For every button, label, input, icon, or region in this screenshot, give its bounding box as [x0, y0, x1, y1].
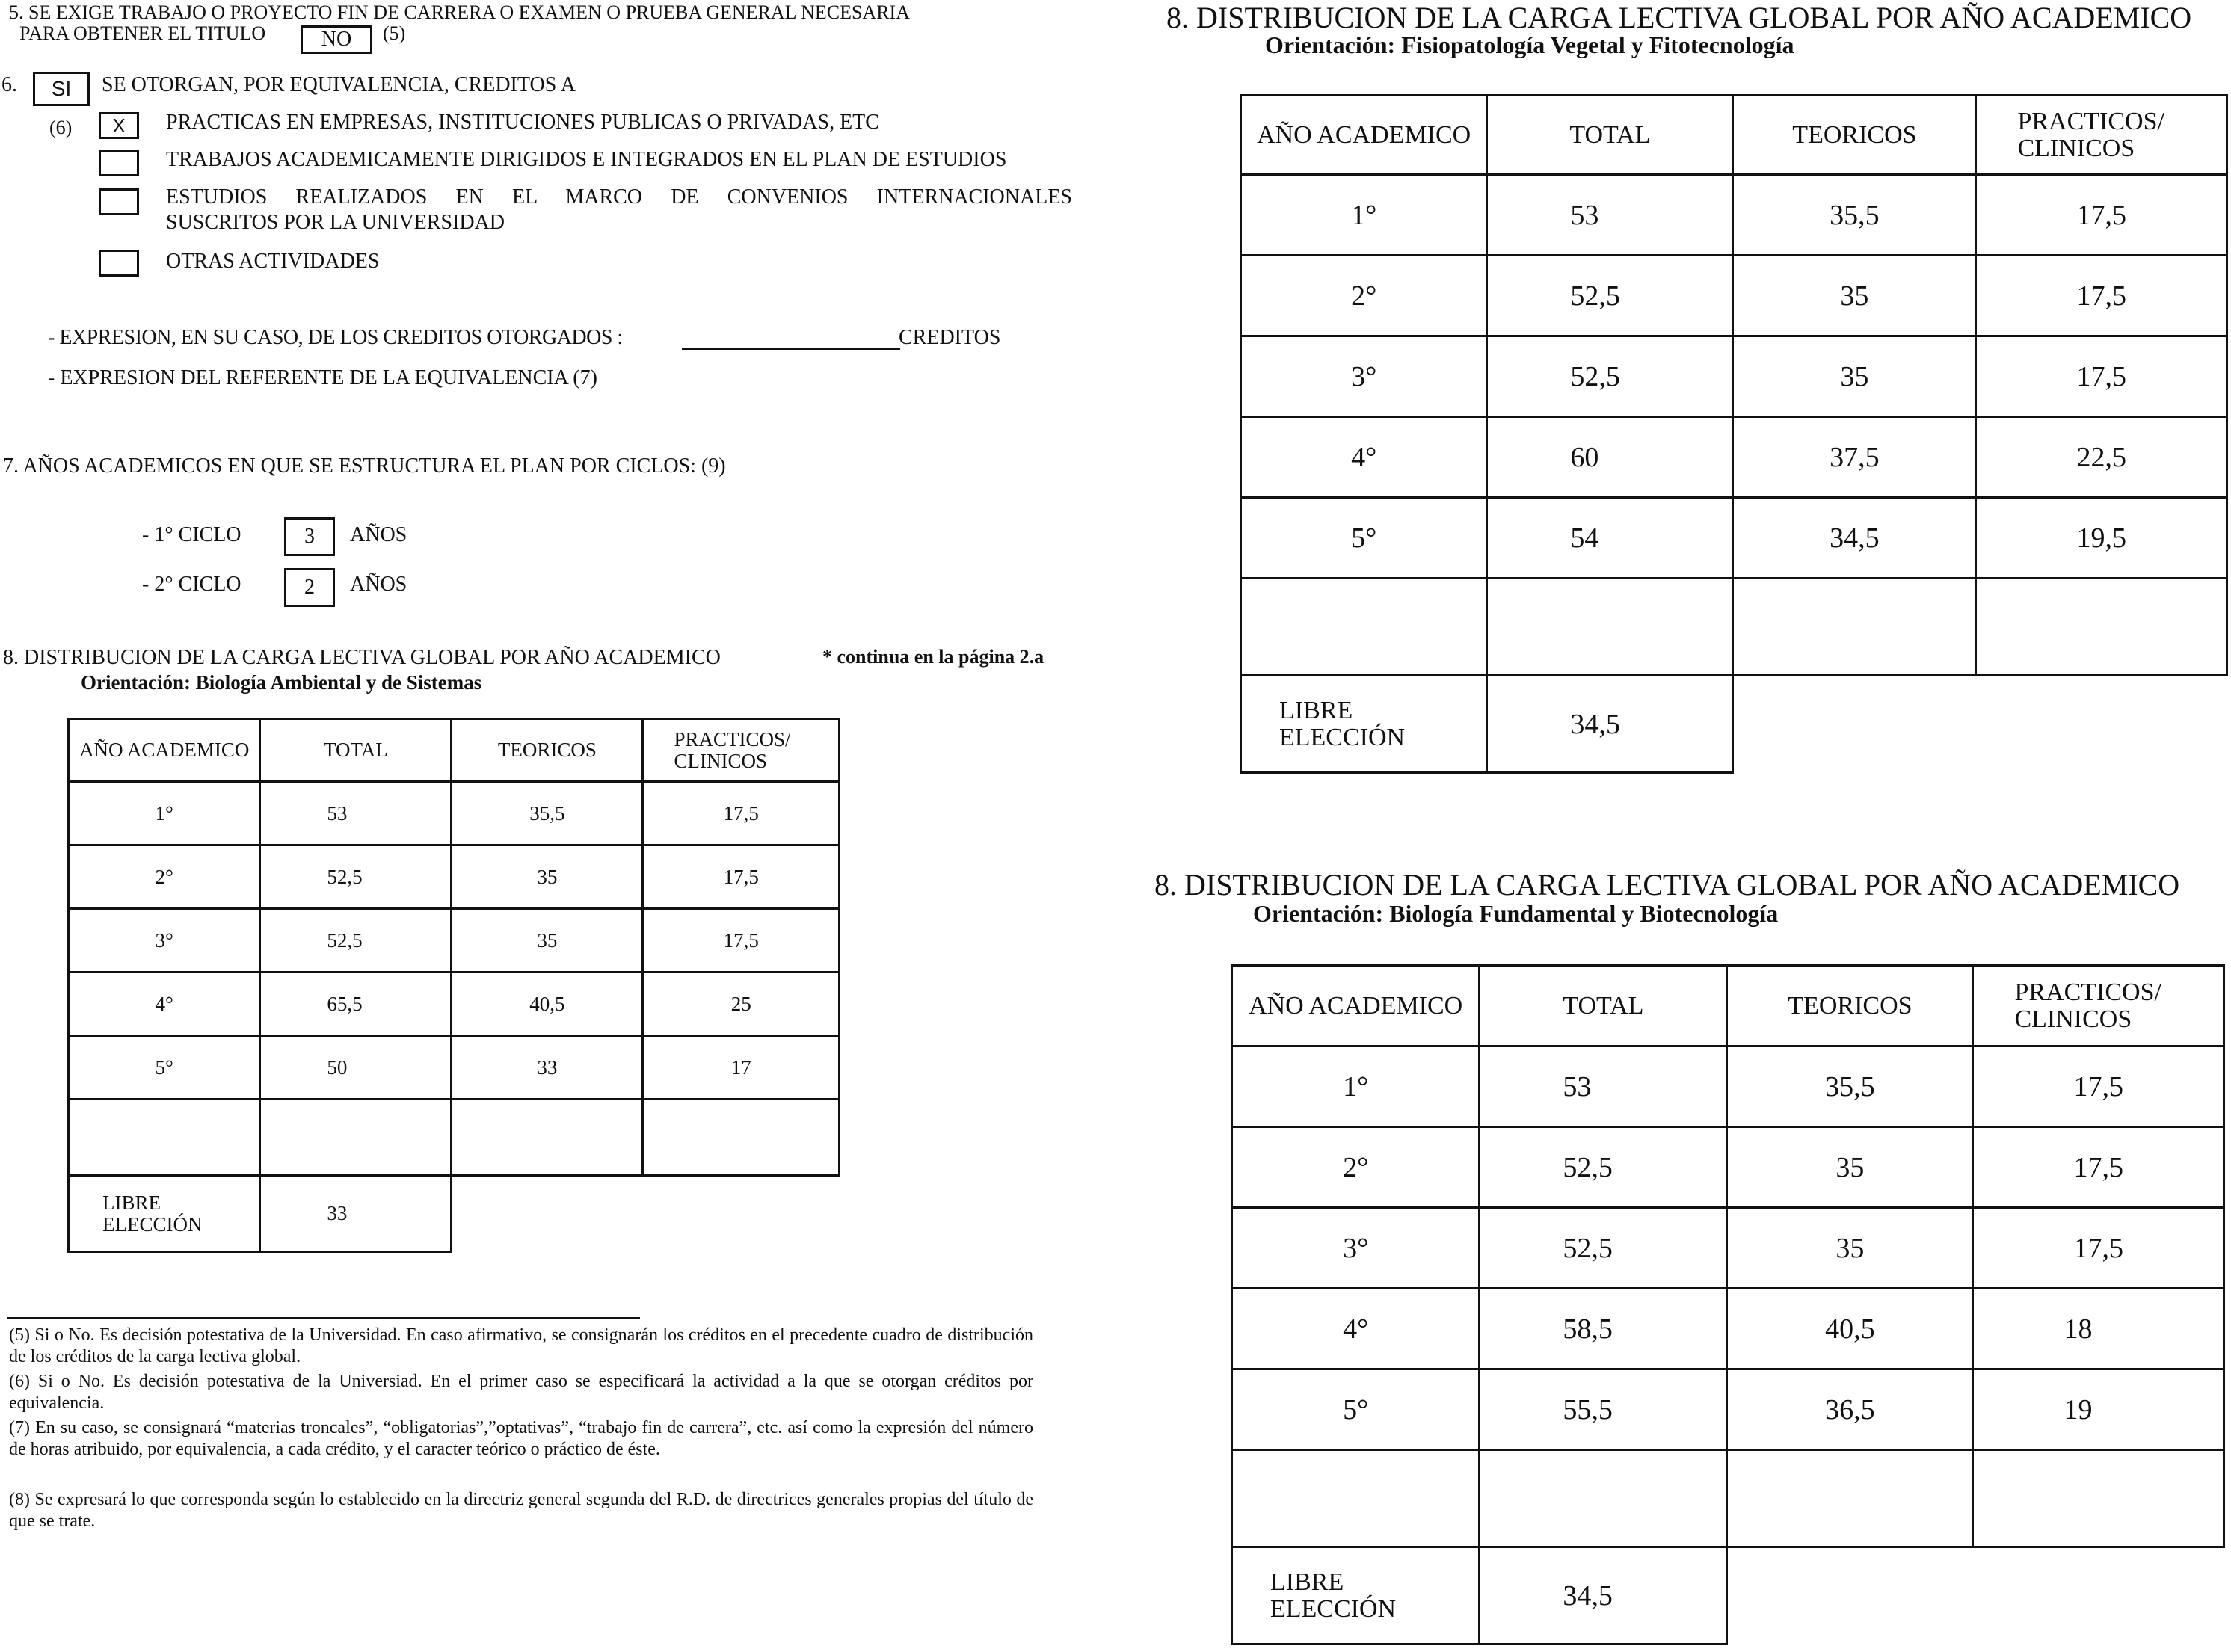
cell-practicos: 17: [643, 1036, 840, 1100]
table-header-row: [1232, 966, 2224, 1047]
cell-practicos: 17,5: [643, 845, 840, 909]
left-orientation-label: Orientación:: [81, 671, 191, 694]
table-row: [1232, 1047, 2224, 1127]
table-b: [1231, 964, 2225, 1645]
cell-year: 1°: [69, 782, 260, 845]
cell-total: 52,5: [1480, 1208, 1727, 1289]
item5-note: (5): [383, 22, 406, 44]
cell-practicos: 19: [1973, 1369, 2224, 1450]
table-row: [1241, 336, 2227, 417]
cell-blank: [1733, 676, 1976, 773]
cell-total: 50: [260, 1036, 452, 1100]
cell-empty: [452, 1100, 643, 1176]
header-practicos: [643, 719, 840, 782]
libre-line1: LIBRE: [1279, 696, 1353, 724]
table-a-title: 8. DISTRIBUCION DE LA CARGA LECTIVA GLOBAL POR AÑO ACADEMICO: [1166, 1, 2192, 34]
option-trabajos-label: TRABAJOS ACADEMICAMENTE DIRIGIDOS E INTEGRADOS EN EL PLAN DE ESTUDIOS: [166, 148, 1007, 171]
cycle1-unit: AÑOS: [350, 523, 407, 546]
table-row: [1232, 1369, 2224, 1450]
table-row: [1232, 1289, 2224, 1369]
table-row: [69, 1036, 840, 1100]
cell-total: 60: [1487, 417, 1733, 498]
left-orientation: [81, 671, 481, 694]
left-orientation-name: Biología Ambiental y de Sistemas: [195, 671, 482, 694]
cell-teoricos: 36,5: [1727, 1369, 1973, 1450]
credits-unit: CREDITOS: [899, 326, 1001, 349]
header-practicos-line2: CLINICOS: [2017, 134, 2135, 162]
cell-practicos: 17,5: [1976, 256, 2227, 336]
item5-answer-box: NO: [301, 25, 372, 54]
libre-eleccion-value: 34,5: [1480, 1547, 1727, 1645]
table-a-orientation: [1265, 31, 1794, 59]
libre-eleccion-row: [69, 1176, 840, 1252]
table-row: [1232, 1208, 2224, 1289]
cell-year: 1°: [1241, 175, 1487, 256]
cell-empty: [1241, 579, 1487, 676]
cell-year: 5°: [69, 1036, 260, 1100]
cell-total: 53: [260, 782, 452, 845]
cell-year: 4°: [69, 973, 260, 1036]
cell-teoricos: 35,5: [452, 782, 643, 845]
cell-teoricos: 35: [1727, 1208, 1973, 1289]
option-otras-label: OTRAS ACTIVIDADES: [166, 250, 380, 273]
header-practicos-line2: CLINICOS: [2014, 1005, 2132, 1033]
footnote-6: (6) Si o No. Es decisión potestativa de la Universiad. En el primer caso se especificará la actividad a la que se otorgan créditos por equivalencia.: [9, 1372, 1033, 1414]
cell-total: 52,5: [1487, 256, 1733, 336]
cell-practicos: 17,5: [643, 782, 840, 845]
libre-line1: LIBRE: [1270, 1568, 1344, 1596]
item5-line2: PARA OBTENER EL TITULO: [19, 22, 266, 44]
option-trabajos-checkbox[interactable]: [99, 150, 139, 176]
cell-teoricos: 35: [452, 845, 643, 909]
cell-empty: [1480, 1450, 1727, 1547]
table-a-orientation-name: Fisiopatología Vegetal y Fitotecnología: [1401, 31, 1794, 58]
cell-practicos: 17,5: [1976, 336, 2227, 417]
option-estudios-checkbox[interactable]: [99, 188, 139, 215]
cycle1-label: - 1° CICLO: [142, 523, 241, 546]
option-estudios-label-line2: SUSCRITOS POR LA UNIVERSIDAD: [166, 211, 505, 234]
option-practicas-checkbox[interactable]: X: [99, 112, 139, 139]
table-row: [69, 973, 840, 1036]
cell-year: 2°: [1241, 256, 1487, 336]
cell-teoricos: 35,5: [1727, 1047, 1973, 1127]
cell-practicos: 25: [643, 973, 840, 1036]
cell-teoricos: 35,5: [1733, 175, 1976, 256]
header-practicos-line1: PRACTICOS/: [2014, 978, 2161, 1006]
cell-empty: [1973, 1450, 2224, 1547]
cell-year: 2°: [1232, 1127, 1480, 1208]
table-a: [1240, 94, 2228, 774]
header-total: TOTAL: [1480, 966, 1727, 1047]
cell-blank: [1727, 1547, 1973, 1645]
cell-total: 52,5: [1487, 336, 1733, 417]
cell-teoricos: 33: [452, 1036, 643, 1100]
cell-teoricos: 40,5: [452, 973, 643, 1036]
cell-year: 3°: [1232, 1208, 1480, 1289]
cell-teoricos: 35: [1733, 256, 1976, 336]
table-row: [69, 909, 840, 973]
table-row: [1241, 498, 2227, 579]
option-otras-checkbox[interactable]: [99, 250, 139, 277]
footnote-5: (5) Si o No. Es decisión potestativa de la Universidad. En caso afirmativo, se consignarán los créditos en el precedente cuadro de distribución de los créditos de la carga lectiva global.: [9, 1325, 1033, 1367]
cell-teoricos: 35: [1727, 1127, 1973, 1208]
table-row-empty: [1241, 579, 2227, 676]
cell-total: 65,5: [260, 973, 452, 1036]
cell-empty: [1232, 1450, 1480, 1547]
libre-eleccion-row: [1232, 1547, 2224, 1645]
left-distribution-table: [67, 718, 840, 1253]
credits-blank-line[interactable]: [682, 348, 900, 350]
cell-teoricos: 34,5: [1733, 498, 1976, 579]
cell-total: 53: [1487, 175, 1733, 256]
libre-line2: ELECCIÓN: [1279, 723, 1406, 751]
header-practicos: [1976, 96, 2227, 175]
cell-teoricos: 40,5: [1727, 1289, 1973, 1369]
table-header-row: [69, 719, 840, 782]
table-a-orientation-label: Orientación:: [1265, 31, 1396, 58]
header-ano: AÑO ACADEMICO: [1241, 96, 1487, 175]
cycle2-value-box: 2: [284, 568, 335, 607]
libre-eleccion-row: [1241, 676, 2227, 773]
header-teoricos: TEORICOS: [1727, 966, 1973, 1047]
table-b-title: 8. DISTRIBUCION DE LA CARGA LECTIVA GLOBAL POR AÑO ACADEMICO: [1154, 868, 2180, 901]
cell-blank: [1976, 676, 2227, 773]
cell-total: 55,5: [1480, 1369, 1727, 1450]
cycle1-value-box: 3: [284, 517, 335, 556]
cell-year: 4°: [1241, 417, 1487, 498]
cell-empty: [260, 1100, 452, 1176]
cell-blank: [643, 1176, 840, 1252]
cell-total: 52,5: [260, 845, 452, 909]
left-table-title: 8. DISTRIBUCION DE LA CARGA LECTIVA GLOBAL POR AÑO ACADEMICO: [3, 646, 721, 669]
cell-total: 52,5: [260, 909, 452, 973]
cell-total: 53: [1480, 1047, 1727, 1127]
item5-line1: 5. SE EXIGE TRABAJO O PROYECTO FIN DE CARRERA O EXAMEN O PRUEBA GENERAL NECESARIA: [9, 1, 910, 23]
cell-empty: [1733, 579, 1976, 676]
footnote-7: (7) En su caso, se consignará “materias troncales”, “obligatorias”,”optativas”, “trabajo fin de carrera”, etc. así como la expresión del número de horas atribuido, por equivalencia, a cada crédito, y el caracter teórico o práctico de éste.: [9, 1418, 1033, 1460]
cell-total: 54: [1487, 498, 1733, 579]
cell-blank: [1973, 1547, 2224, 1645]
item6-title: SE OTORGAN, POR EQUIVALENCIA, CREDITOS A: [102, 73, 576, 96]
table-row: [1241, 256, 2227, 336]
cell-empty: [69, 1100, 260, 1176]
cell-empty: [1487, 579, 1733, 676]
cell-empty: [1976, 579, 2227, 676]
referent-expression-label: - EXPRESION DEL REFERENTE DE LA EQUIVALENCIA (7): [48, 366, 597, 389]
libre-eleccion-value: 33: [260, 1176, 452, 1252]
cell-practicos: 17,5: [1976, 175, 2227, 256]
libre-line2: ELECCIÓN: [102, 1212, 203, 1236]
cell-empty: [643, 1100, 840, 1176]
header-total: TOTAL: [260, 719, 452, 782]
header-practicos-line1: PRACTICOS/: [674, 728, 791, 751]
cell-year: 2°: [69, 845, 260, 909]
table-row: [69, 845, 840, 909]
table-row-empty: [69, 1100, 840, 1176]
cell-teoricos: 35: [1733, 336, 1976, 417]
table-row: [1241, 175, 2227, 256]
cell-year: 5°: [1241, 498, 1487, 579]
cell-practicos: 17,5: [1973, 1127, 2224, 1208]
item6-number: 6.: [1, 73, 17, 96]
cell-year: 5°: [1232, 1369, 1480, 1450]
libre-eleccion-label: [1232, 1547, 1480, 1645]
cell-practicos: 17,5: [1973, 1047, 2224, 1127]
libre-line2: ELECCIÓN: [1270, 1594, 1397, 1623]
header-ano: AÑO ACADEMICO: [69, 719, 260, 782]
table-row-empty: [1232, 1450, 2224, 1547]
cell-teoricos: 37,5: [1733, 417, 1976, 498]
cell-practicos: 19,5: [1976, 498, 2227, 579]
cell-blank: [452, 1176, 643, 1252]
credits-expression-label: - EXPRESION, EN SU CASO, DE LOS CREDITOS OTORGADOS :: [48, 326, 623, 349]
table-row: [69, 782, 840, 845]
cell-practicos: 17,5: [643, 909, 840, 973]
libre-line1: LIBRE: [102, 1192, 161, 1215]
table-b-orientation: [1253, 900, 1778, 928]
libre-eleccion-label: [1241, 676, 1487, 773]
libre-eleccion-value: 34,5: [1487, 676, 1733, 773]
option-practicas-label: PRACTICAS EN EMPRESAS, INSTITUCIONES PUBLICAS O PRIVADAS, ETC: [166, 111, 879, 134]
table-row: [1241, 417, 2227, 498]
header-practicos: [1973, 966, 2224, 1047]
header-ano: AÑO ACADEMICO: [1232, 966, 1480, 1047]
item6-answer-box: SI: [33, 72, 90, 106]
cell-year: 3°: [69, 909, 260, 973]
cell-teoricos: 35: [452, 909, 643, 973]
cell-total: 52,5: [1480, 1127, 1727, 1208]
table-header-row: [1241, 96, 2227, 175]
continues-note: * continua en la página 2.a: [822, 646, 1044, 668]
cell-year: 1°: [1232, 1047, 1480, 1127]
item7-title: 7. AÑOS ACADEMICOS EN QUE SE ESTRUCTURA EL PLAN POR CICLOS: (9): [3, 454, 726, 478]
cell-year: 4°: [1232, 1289, 1480, 1369]
table-row: [1232, 1127, 2224, 1208]
cell-empty: [1727, 1450, 1973, 1547]
item6-note: (6): [49, 117, 73, 138]
header-total: TOTAL: [1487, 96, 1733, 175]
cycle2-unit: AÑOS: [350, 573, 407, 596]
option-estudios-label: ESTUDIOS REALIZADOS EN EL MARCO DE CONVENIOS INTERNACIONALES: [166, 185, 1072, 209]
header-practicos-line2: CLINICOS: [674, 749, 767, 772]
table-b-orientation-name: Biología Fundamental y Biotecnología: [1389, 900, 1779, 927]
cell-practicos: 18: [1973, 1289, 2224, 1369]
libre-eleccion-label: [69, 1176, 260, 1252]
cell-practicos: 22,5: [1976, 417, 2227, 498]
footnote-8: (8) Se expresará lo que corresponda según lo establecido en la directriz general segunda del R.D. de directrices generales propias del título de que se trate.: [9, 1490, 1033, 1532]
header-practicos-line1: PRACTICOS/: [2017, 107, 2164, 135]
table-b-orientation-label: Orientación:: [1253, 900, 1384, 927]
footnote-separator: [7, 1317, 640, 1319]
header-teoricos: TEORICOS: [452, 719, 643, 782]
cell-practicos: 17,5: [1973, 1208, 2224, 1289]
cell-total: 58,5: [1480, 1289, 1727, 1369]
cell-year: 3°: [1241, 336, 1487, 417]
cycle2-label: - 2° CICLO: [142, 573, 241, 596]
header-teoricos: TEORICOS: [1733, 96, 1976, 175]
